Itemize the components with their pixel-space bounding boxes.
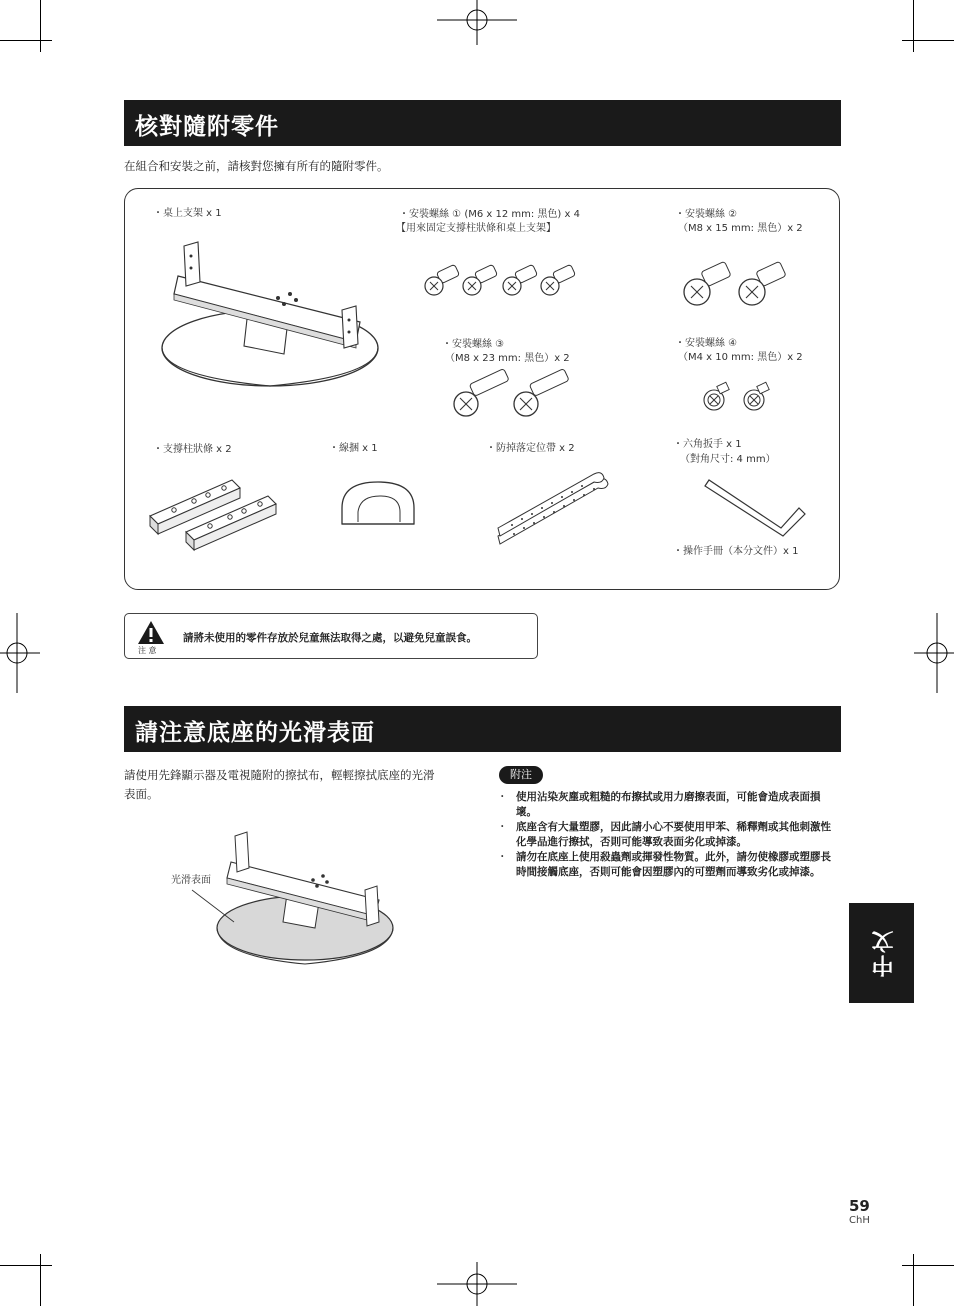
registration-mark-top — [437, 0, 517, 45]
part-label-screw-m6: ・安裝螺絲 ① (M6 x 12 mm: 黑色) x 4 — [399, 209, 580, 220]
screw-m6-illustration — [424, 262, 584, 302]
desk-stand-illustration — [160, 236, 390, 396]
section-header-smooth-surface — [124, 706, 841, 752]
part-label-screw-m6-purpose: 【用來固定支撐柱狀條和桌上支架】 — [396, 223, 556, 234]
part-label-screw-m8-15: ・安裝螺絲 ② — [675, 209, 738, 220]
cable-clamp-illustration — [338, 478, 418, 538]
note-list — [499, 790, 839, 880]
registration-mark-bottom — [437, 1262, 517, 1306]
part-label-hex-wrench-spec: （對角尺寸: 4 mm） — [680, 454, 776, 465]
page-language-code: ChH — [849, 1215, 870, 1226]
part-label-anti-fall-strap: ・防掉落定位帶 x 2 — [486, 443, 575, 454]
part-label-screw-m4: ・安裝螺絲 ④ — [675, 338, 738, 349]
support-bar-illustration — [148, 476, 298, 561]
part-label-manual: ・操作手冊（本分文件）x 1 — [673, 546, 799, 557]
caution-box — [124, 613, 538, 659]
screw-m8-23-illustration — [452, 372, 582, 422]
hex-wrench-illustration — [703, 478, 808, 538]
screw-m4-illustration — [700, 378, 790, 418]
language-tab — [849, 903, 914, 1003]
screw-m8-15-illustration — [683, 262, 803, 312]
section2-intro-line1: 請使用先鋒顯示器及電視隨附的擦拭布，輕輕擦拭底座的光滑 — [124, 768, 435, 782]
smooth-surface-label: 光滑表面 — [171, 875, 211, 886]
part-label-screw-m8-23-spec: （M8 x 23 mm: 黑色）x 2 — [445, 353, 570, 364]
note-item: ・ 使用沾染灰塵或粗糙的布擦拭或用力磨擦表面，可能會造成表面損壞。 — [499, 790, 839, 819]
part-label-screw-m8-23: ・安裝螺絲 ③ — [442, 339, 505, 350]
warning-icon — [137, 620, 165, 646]
section-title: 核對隨附零件 — [135, 114, 279, 140]
part-label-support-bar: ・支撐柱狀條 x 2 — [153, 444, 232, 455]
page-number: 59 — [849, 1197, 870, 1215]
anti-fall-strap-illustration — [494, 472, 614, 548]
note-item: ・ 請勿在底座上使用殺蟲劑或揮發性物質。此外，請勿使橡膠或塑膠長時間接觸底座，否則可能會因塑膠內的可塑劑而導致劣化或掉漆。 — [499, 850, 839, 879]
part-label-desk-stand: ・桌上支架 x 1 — [153, 208, 222, 219]
registration-mark-left — [0, 613, 40, 693]
section-intro: 在組合和安裝之前，請核對您擁有所有的隨附零件。 — [124, 159, 389, 173]
part-label-cable-clamp: ・線捆 x 1 — [329, 443, 378, 454]
part-label-hex-wrench: ・六角扳手 x 1 — [673, 439, 742, 450]
part-label-screw-m4-spec: （M4 x 10 mm: 黑色）x 2 — [678, 352, 803, 363]
note-item: ・ 底座含有大量塑膠，因此請小心不要使用甲苯、稀釋劑或其他刺激性化學品進行擦拭，否則可能導致表面劣化或掉漆。 — [499, 820, 839, 849]
section2-intro-line2: 表面。 — [124, 787, 159, 801]
caution-text: 請將未使用的零件存放於兒童無法取得之處，以避免兒童誤食。 — [183, 632, 477, 644]
note-badge: 附注 — [499, 766, 543, 784]
smooth-surface-leader-line — [190, 888, 240, 928]
section-title: 請注意底座的光滑表面 — [135, 720, 375, 746]
caution-icon-label: 注 意 — [138, 646, 157, 655]
section-header-check-parts — [124, 100, 841, 146]
stand-smooth-surface-illustration — [215, 828, 405, 978]
part-label-screw-m8-15-spec: （M8 x 15 mm: 黑色）x 2 — [678, 223, 803, 234]
language-tab-label: 中文 — [872, 929, 897, 977]
registration-mark-right — [914, 613, 954, 693]
